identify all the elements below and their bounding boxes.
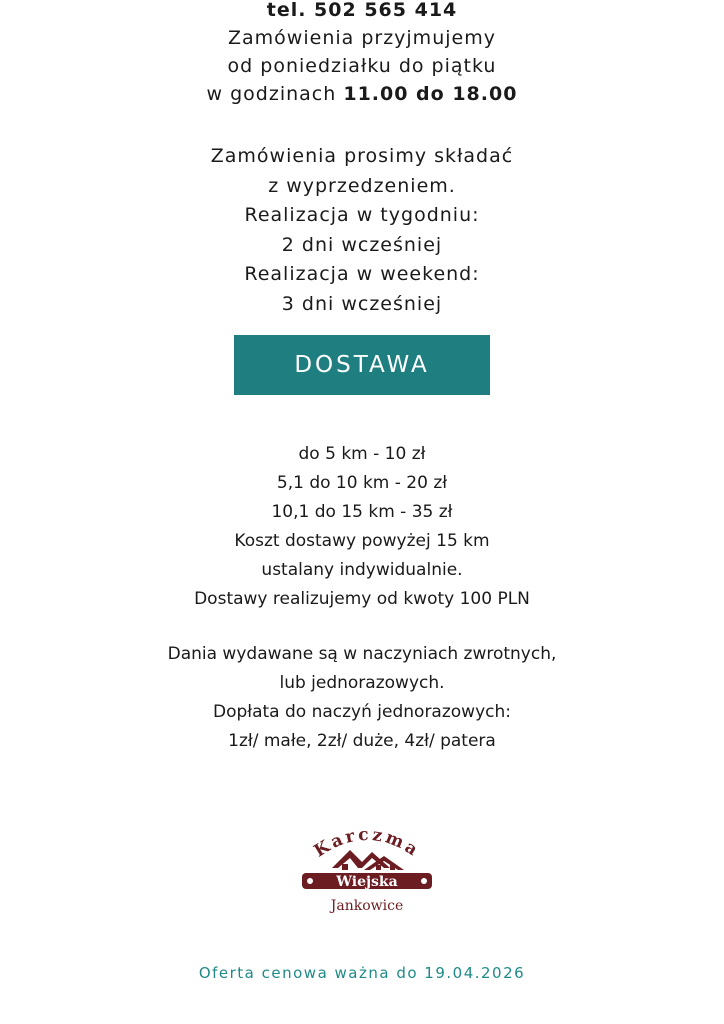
ordering-hours-line <box>0 80 724 108</box>
logo-banner-word: Wiejska <box>336 874 398 890</box>
advance-line-6: 3 dni wcześniej <box>281 292 443 315</box>
advance-line-1: Zamówienia prosimy składać <box>210 145 514 167</box>
price-line: do 5 km - 10 zł <box>298 444 426 464</box>
dishes-line: lub jednorazowych. <box>279 673 445 693</box>
advance-line-5: Realizacja w weekend: <box>244 263 480 285</box>
price-line: Dostawy realizujemy od kwoty 100 PLN <box>194 589 530 609</box>
ordering-info <box>0 0 724 108</box>
hours-prefix: w godzinach <box>206 83 344 105</box>
price-line: 10,1 do 15 km - 35 zł <box>271 502 453 522</box>
ordering-line-2: od poniedziałku do piątku <box>227 55 497 77</box>
hours-value: 11.00 do 18.00 <box>343 83 518 105</box>
advance-line-2: z wyprzedzeniem. <box>268 174 456 197</box>
price-line: 5,1 do 10 km - 20 zł <box>276 473 448 493</box>
ordering-line-1: Zamówienia przyjmujemy <box>228 27 496 49</box>
advance-notice <box>0 142 724 319</box>
delivery-prices <box>0 440 724 614</box>
house-icon <box>332 850 404 870</box>
dishes-line: Dania wydawane są w naczyniach zwrotnych, <box>167 644 557 664</box>
price-line: ustalany indywidualnie. <box>261 560 463 580</box>
advance-line-4: 2 dni wcześniej <box>281 233 443 256</box>
phone-number: tel. 502 565 414 <box>266 0 458 21</box>
logo-place: Jankowice <box>330 898 404 914</box>
dishes-line: 1zł/ małe, 2zł/ duże, 4zł/ patera <box>228 731 496 751</box>
logo-banner <box>302 873 432 890</box>
dishes-info <box>0 640 724 756</box>
karczma-logo <box>292 818 442 918</box>
price-line: Koszt dostawy powyżej 15 km <box>234 531 490 551</box>
offer-validity: Oferta cenowa ważna do 19.04.2026 <box>198 964 526 982</box>
delivery-heading: DOSTAWA <box>234 335 490 395</box>
logo-arched-word: Karczma <box>310 824 424 862</box>
advance-line-3: Realizacja w tygodniu: <box>244 204 480 226</box>
dishes-line: Dopłata do naczyń jednorazowych: <box>212 702 511 722</box>
